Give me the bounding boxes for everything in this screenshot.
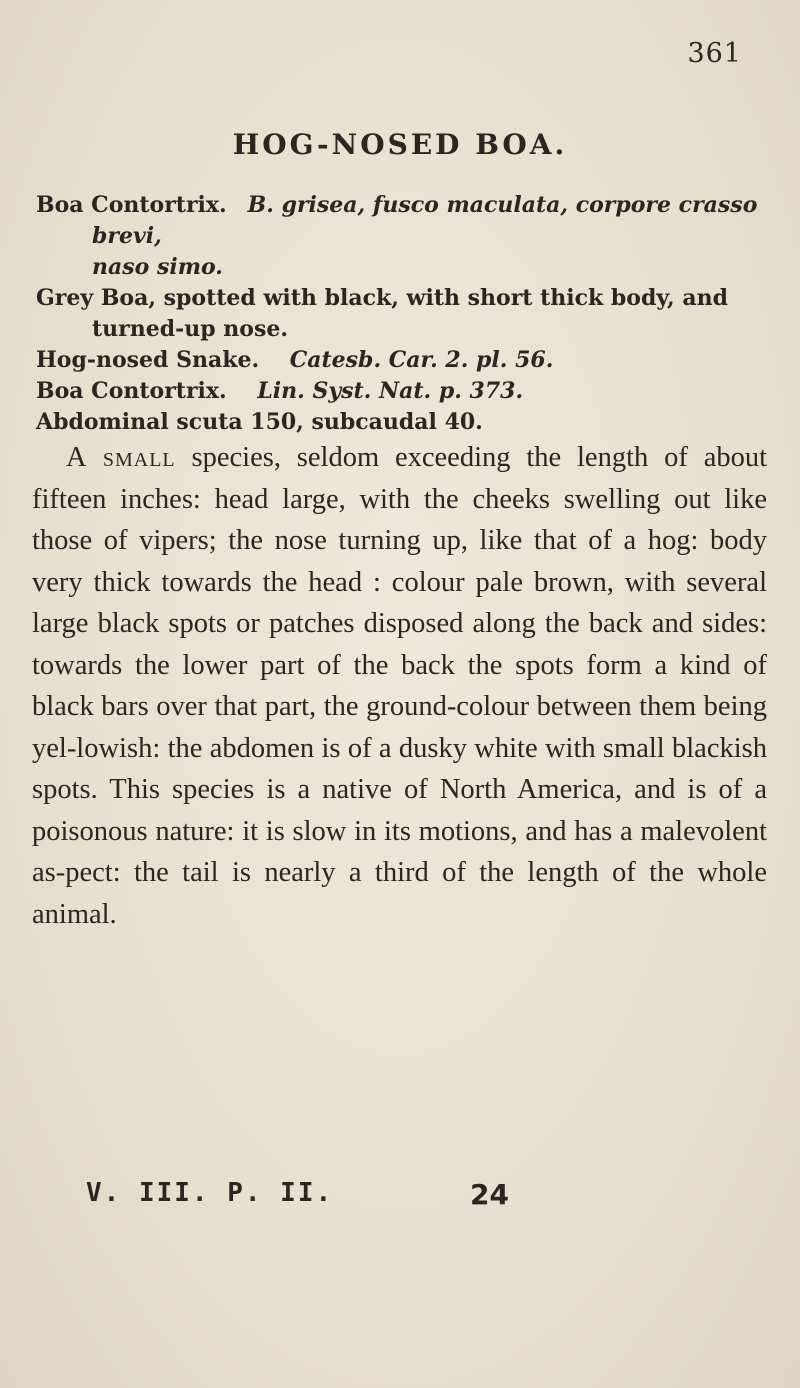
signature-mark: V. III. P. II. — [86, 1178, 334, 1208]
synonymy-line — [36, 190, 766, 252]
latin-description-cont: naso simo. — [92, 254, 223, 280]
lead-small-caps: A small — [66, 442, 176, 473]
english-description-cont: turned-up nose. — [92, 316, 289, 342]
paragraph-text: species, seldom exceeding the length of about fifteen inches: head large, with the cheeks swelling out like those of vipers; the nose turning up, like that of a hog: body very thick towards the head : colour pale brown, with several large black spots or patches disposed along the back and sides: towards the lower part of the back the spots form a kind of black bars over that part, the ground-colour between them being yel-lowish: the abdomen is of a dusky white with small blackish spots. This species is a native of North America, and is of a poisonous nature: it is slow in its motions, and has a malevolent as-pect: the tail is nearly a third of the length of the whole animal. — [32, 442, 768, 930]
synonymy-line — [36, 345, 766, 376]
synonymy-line — [36, 376, 766, 407]
species-name: Boa Contortrix. — [36, 192, 227, 218]
linnaean-name: Boa Contortrix. — [36, 378, 227, 404]
synonymy-line — [36, 314, 766, 345]
common-name: Hog-nosed Snake. — [36, 347, 260, 373]
reference: Lin. Syst. Nat. p. 373. — [257, 378, 524, 404]
latin-description: B. grisea, fusco maculata, corpore crasso brevi, — [92, 192, 758, 249]
body-paragraph — [32, 437, 767, 935]
scuta-count: Abdominal scuta 150, subcaudal 40. — [36, 409, 483, 435]
page-title: HOG-NOSED BOA. — [232, 128, 568, 161]
gathering-number: 24 — [470, 1178, 509, 1211]
english-description: Grey Boa, spotted with black, with short thick body, and — [36, 285, 728, 311]
page-number: 361 — [687, 38, 742, 69]
reference: Catesb. Car. 2. pl. 56. — [289, 347, 554, 373]
synonymy-line — [36, 407, 766, 438]
synonymy-line — [36, 252, 766, 283]
synonymy-block — [36, 190, 766, 438]
synonymy-line — [36, 283, 766, 314]
